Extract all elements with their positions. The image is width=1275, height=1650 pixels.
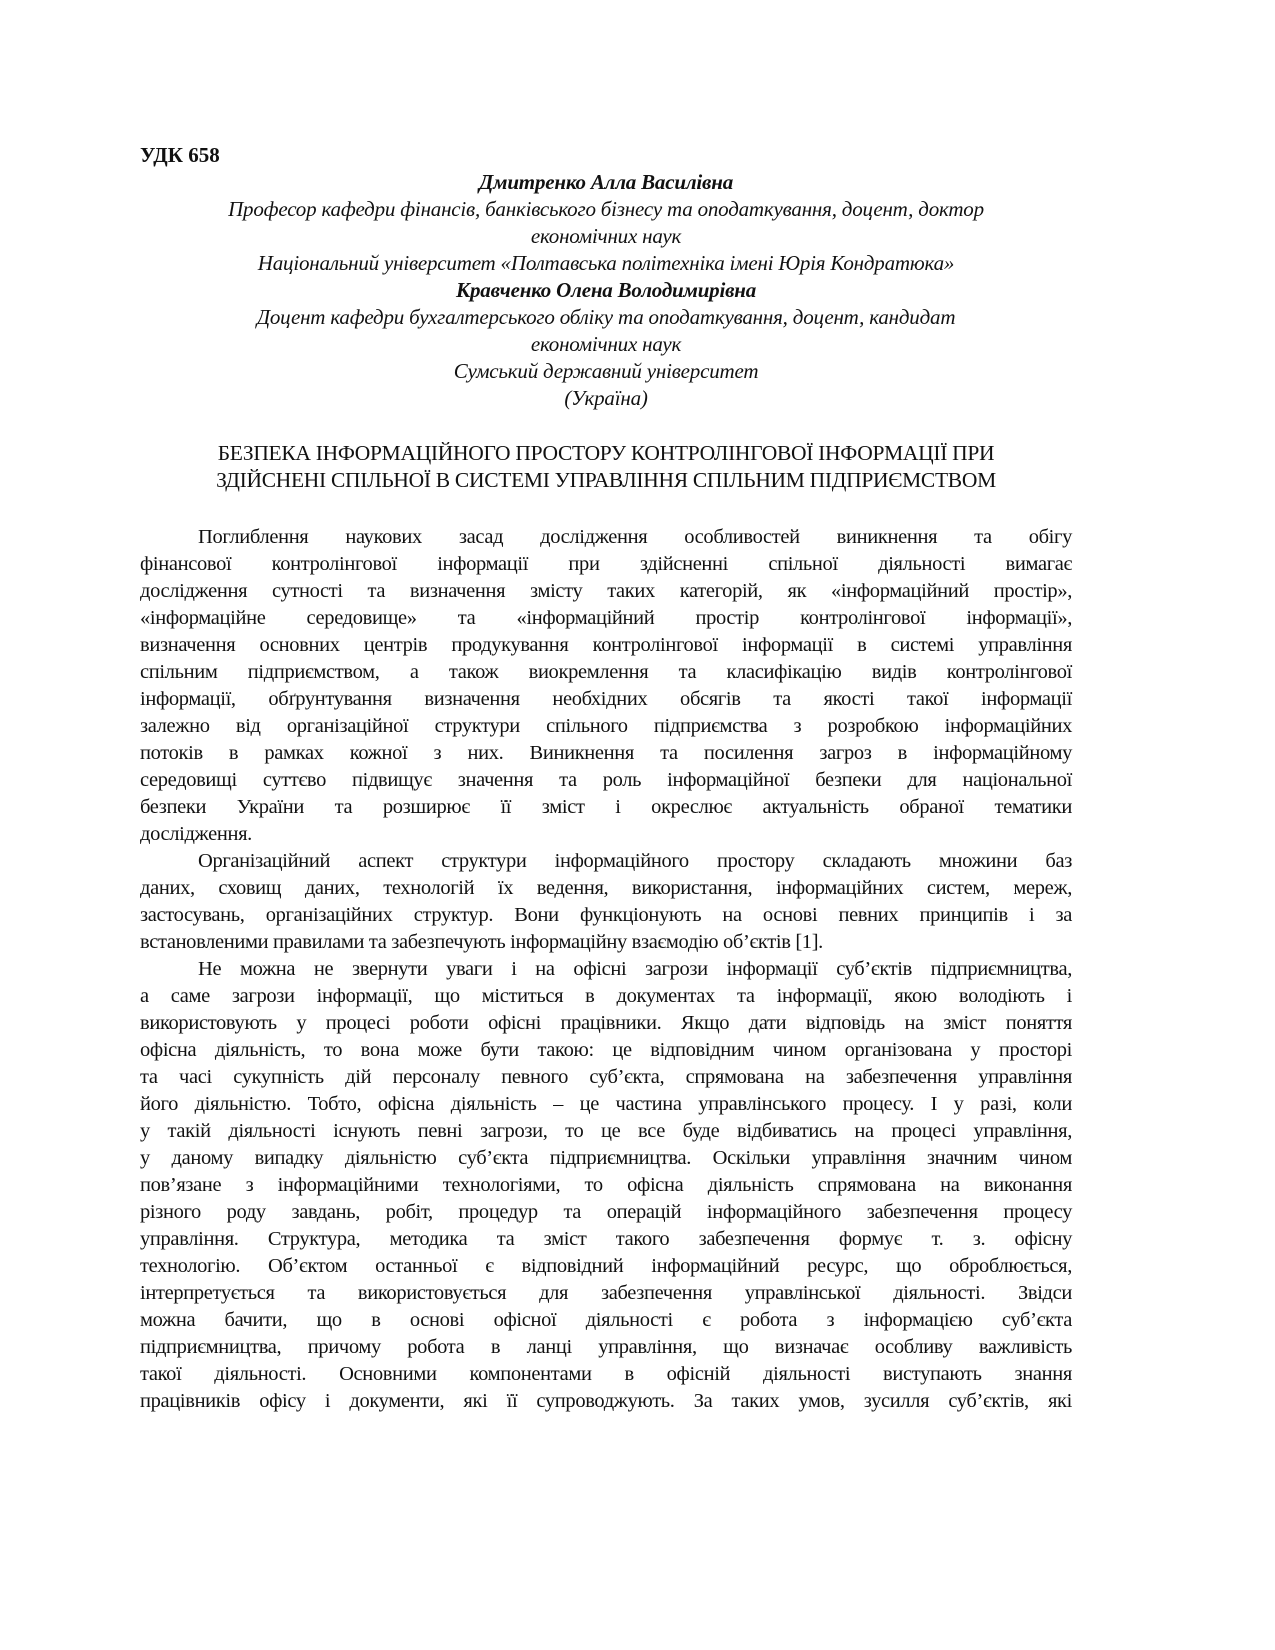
paragraph-line: у такій діяльності існують певні загрози, то це все буде відбиватись на процесі управління, [140,1120,1072,1142]
paragraph-line: підприємництва, причому робота в ланці управління, що визначає особливу важливість [140,1336,1072,1358]
paragraph-line: Не можна не звернути уваги і на офісні загрози інформації суб’єктів підприємництва, [198,958,1072,980]
paragraph-line: дослідження. [140,823,252,845]
paragraph-line: пов’язане з інформаційними технологіями, то офісна діяльність спрямована на виконання [140,1174,1072,1196]
udk-code: УДК 658 [140,143,220,167]
paragraph-line: даних, сховищ даних, технологій їх ведення, використання, інформаційних систем, мереж, [140,877,1072,899]
paragraph-line: безпеки України та розширює її зміст і окреслює актуальність обраної тематики [140,796,1072,818]
paragraph-line: різного роду завдань, робіт, процедур та операцій інформаційного забезпечення процесу [140,1201,1072,1223]
paragraph-line: застосувань, організаційних структур. Вони функціонують на основі певних принципів і за [140,904,1072,926]
paragraph [140,956,1072,1415]
paragraph-line: потоків в рамках кожної з них. Виникнення та посилення загроз в інформаційному [140,742,1072,764]
author-name: Дмитренко Алла Василівна [479,170,733,194]
article-title [140,440,1072,494]
paragraph-line: дослідження сутності та визначення змісту таких категорій, як «інформаційний простір», [140,580,1072,602]
paragraph-line: та часі сукупність дій персоналу певного суб’єкта, спрямована на забезпечення управління [140,1066,1072,1088]
paragraph-line: Організаційний аспект структури інформаційного простору складають множини баз [198,850,1072,872]
author-affiliation: Професор кафедри фінансів, банківського бізнесу та оподаткування, доцент, доктор [228,197,984,221]
paragraph-line: управління. Структура, методика та зміст такого забезпечення формує т. з. офісну [140,1228,1072,1250]
author-block [140,169,1072,412]
author-country: (Україна) [564,386,648,410]
paragraph-line: такої діяльності. Основними компонентами в офісній діяльності виступають знання [140,1363,1072,1385]
article-body [140,524,1072,1415]
paragraph-line: встановленими правилами та забезпечують інформаційну взаємодію об’єктів [1]. [140,931,823,953]
paragraph [140,848,1072,956]
paragraph-line: Поглиблення наукових засад дослідження особливостей виникнення та обігу [198,526,1072,548]
document-page [140,142,1072,1415]
paragraph-line: середовищі суттєво підвищує значення та роль інформаційної безпеки для національної [140,769,1072,791]
paragraph-line: фінансової контролінгової інформації при здійсненні спільної діяльності вимагає [140,553,1072,575]
paragraph-line: інтерпретується та використовується для забезпечення управлінської діяльності. Звідси [140,1282,1072,1304]
paragraph-line: визначення основних центрів продукування контролінгової інформації в системі управління [140,634,1072,656]
paragraph-line: технологію. Об’єктом останньої є відповідний інформаційний ресурс, що оброблюється, [140,1255,1072,1277]
author-affiliation: Національний університет «Полтавська політехніка імені Юрія Кондратюка» [257,251,955,275]
title-line: БЕЗПЕКА ІНФОРМАЦІЙНОГО ПРОСТОРУ КОНТРОЛІНГОВОЇ ІНФОРМАЦІЇ ПРИ [217,441,995,465]
author-affiliation: економічних наук [530,332,682,356]
author-affiliation: економічних наук [530,224,682,248]
title-line: ЗДІЙСНЕНІ СПІЛЬНОЇ В СИСТЕМІ УПРАВЛІННЯ СПІЛЬНИМ ПІДПРИЄМСТВОМ [216,468,996,492]
paragraph-line: працівників офісу і документи, які її супроводжують. За таких умов, зусилля суб’єктів, які [140,1390,1072,1412]
paragraph-line: його діяльністю. Тобто, офісна діяльність – це частина управлінського процесу. І у разі, коли [140,1093,1072,1115]
paragraph-line: у даному випадку діяльністю суб’єкта підприємництва. Оскільки управління значним чином [140,1147,1072,1169]
paragraph-line: а саме загрози інформації, що міститься в документах та інформації, якою володіють і [140,985,1072,1007]
paragraph-line: використовують у процесі роботи офісні працівники. Якщо дати відповідь на зміст поняття [140,1012,1072,1034]
author-affiliation: Доцент кафедри бухгалтерського обліку та оподаткування, доцент, кандидат [256,305,956,329]
paragraph-line: офісна діяльність, то вона може бути такою: це відповідним чином організована у просторі [140,1039,1072,1061]
paragraph-line: інформації, обґрунтування визначення необхідних обсягів та якості такої інформації [140,688,1072,710]
paragraph [140,524,1072,848]
paragraph-line: «інформаційне середовище» та «інформаційний простір контролінгової інформації», [140,607,1072,629]
paragraph-line: можна бачити, що в основі офісної діяльності є робота з інформацією суб’єкта [140,1309,1072,1331]
author-affiliation: Сумський державний університет [453,359,759,383]
author-name: Кравченко Олена Володимирівна [455,278,757,302]
paragraph-line: залежно від організаційної структури спільного підприємства з розробкою інформаційних [140,715,1072,737]
paragraph-line: спільним підприємством, а також виокремлення та класифікацію видів контролінгової [140,661,1072,683]
